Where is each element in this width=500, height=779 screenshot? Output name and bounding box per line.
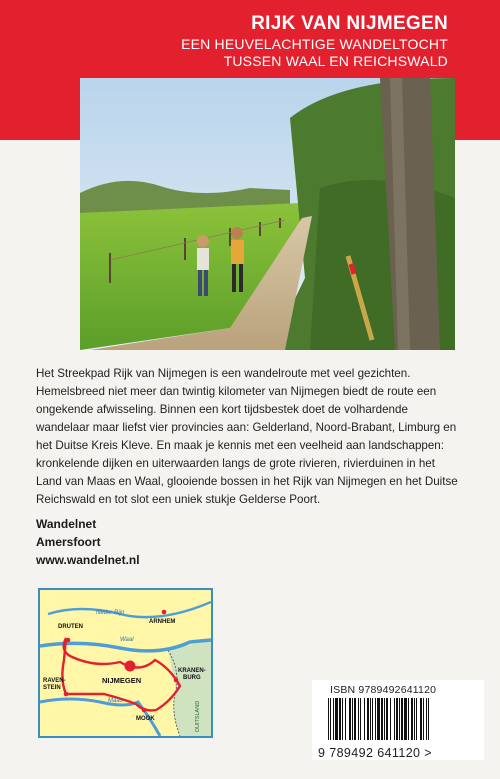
map-label-ravenstein-1: RAVEN-: [43, 678, 66, 684]
barcode-bar: [411, 698, 413, 740]
title-block: [181, 12, 448, 70]
barcode-bar: [377, 698, 380, 740]
barcode-bar: [358, 698, 359, 740]
route-map: [38, 588, 213, 738]
map-label-mook: MOOK: [136, 716, 155, 722]
germany-area: [168, 640, 211, 736]
barcode-bar: [375, 698, 376, 740]
map-label-waal: Waal: [120, 637, 134, 643]
map-label-druten: DRUTEN: [58, 624, 83, 630]
barcode-bar: [381, 698, 383, 740]
blurb-paragraph: Het Streekpad Rijk van Nijmegen is een wandelroute met veel gezichten. Hemelsbreed niet meer dan twintig kilometer van Nijmegen biedt de route een ongekende afwisseling. Binnen een kort tijdsbestek doet de volhardende wandelaar maar liefst vier provincies aan: Gelderland, Noord-Brabant, Limburg en het Duitse Kreis Kleve. En maak je kennis met een veelheid aan landschappen: kronkelende dijken en uiterwaarden langs de grote rivieren, rivierduinen in het Land van Maas en Waal, glooiende bossen in het Rijk van Nijmegen en het Duitse Reichswald en tot slot een uniek stukje Gelderse Poort.: [36, 367, 458, 506]
barcode-bar: [428, 698, 429, 740]
barcode-bar: [396, 698, 398, 740]
barcode-block: [312, 680, 484, 760]
barcode-bar: [420, 698, 422, 740]
barcode-bar: [335, 698, 338, 740]
barcode-bar: [408, 698, 409, 740]
barcode-bar: [352, 698, 353, 740]
publisher-website: www.wandelnet.nl: [36, 553, 140, 567]
publisher-name: Wandelnet: [36, 517, 97, 531]
barcode-digits: 9 789492 641120 >: [318, 746, 432, 760]
map-label-neder-rijn: Neder Rijn: [96, 610, 125, 616]
barcode-bar: [401, 698, 403, 740]
barcode-bar: [349, 698, 351, 740]
kranenburg-dot: [174, 678, 179, 683]
river-neder-rijn: [48, 602, 211, 617]
barcode-bar: [423, 698, 424, 740]
map-label-nijmegen: NIJMEGEN: [102, 676, 142, 685]
barcode-bar: [390, 698, 391, 740]
map-label-maas: Maas: [108, 698, 123, 704]
map-label-kranenburg-2: BURG: [183, 675, 201, 681]
barcode-bar: [414, 698, 415, 740]
barcode-bar: [372, 698, 373, 740]
druten-dot: [66, 638, 71, 643]
map-label-duitsland: DUITSLAND: [195, 700, 201, 732]
barcode-bar: [416, 698, 417, 740]
book-title: RIJK VAN NIJMEGEN: [251, 13, 448, 34]
barcode-bar: [384, 698, 385, 740]
barcode-bar: [426, 698, 427, 740]
publisher-block: [36, 515, 140, 569]
barcode-bar: [342, 698, 343, 740]
map-label-arnhem: ARNHEM: [149, 619, 176, 625]
barcode-bar: [360, 698, 361, 740]
barcode-bar: [386, 698, 388, 740]
barcode-bar: [330, 698, 331, 740]
barcode-bar: [333, 698, 334, 740]
barcode-bar: [399, 698, 400, 740]
ravenstein-dot: [64, 692, 69, 697]
barcode-bar: [345, 698, 346, 740]
nijmegen-dot: [125, 661, 136, 672]
cover-photo: [80, 78, 455, 350]
book-subtitle-line-1: EEN HEUVELACHTIGE WANDELTOCHT: [181, 36, 448, 52]
book-subtitle-line-2: TUSSEN WAAL EN REICHSWALD: [223, 53, 448, 69]
barcode-bar: [364, 698, 365, 740]
barcode-bar: [354, 698, 356, 740]
map-label-ravenstein-2: STEIN: [43, 685, 61, 691]
arnhem-dot: [162, 610, 167, 615]
barcode-bar: [394, 698, 395, 740]
publisher-city: Amersfoort: [36, 535, 101, 549]
barcode-bar: [404, 698, 407, 740]
map-label-kranenburg-1: KRANEN-: [178, 668, 206, 674]
barcode-bar: [367, 698, 369, 740]
barcode-bar: [339, 698, 341, 740]
isbn-label: ISBN 9789492641120: [330, 684, 437, 696]
barcode-bars: [328, 698, 476, 740]
mook-dot: [142, 708, 147, 713]
barcode-bar: [370, 698, 371, 740]
barcode-bar: [328, 698, 329, 740]
